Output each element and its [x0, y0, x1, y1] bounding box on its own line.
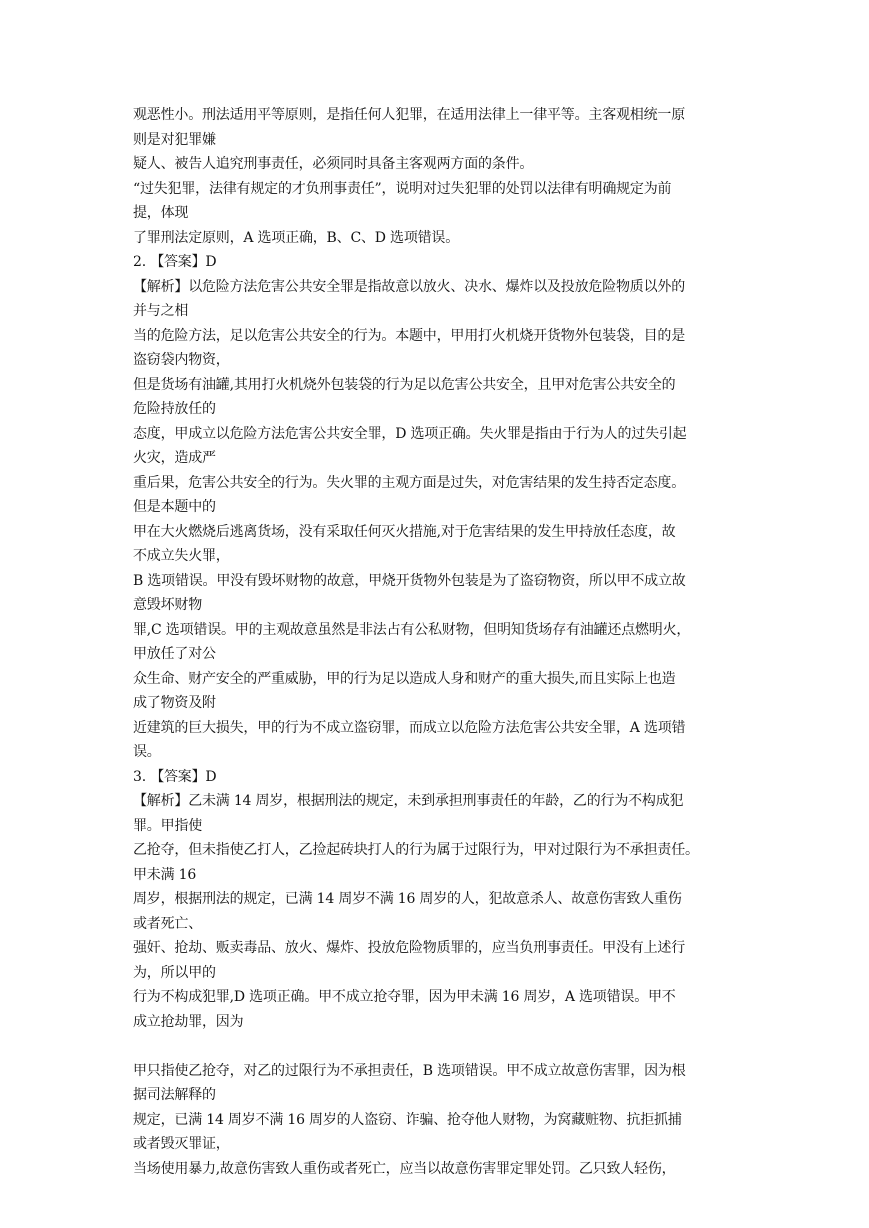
text-line: 甲未满 16	[133, 866, 197, 883]
text-line: 误。	[133, 744, 161, 760]
text-line: 甲只指使乙抢夺，对乙的过限行为不承担责任，B 选项错误。甲不成立故意伤害罪，因为根	[133, 1062, 686, 1079]
text-line: 意毁坏财物	[133, 597, 202, 613]
text-line: 当场使用暴力,故意伤害致人重伤或者死亡，应当以故意伤害罪定罪处罚。乙只致人轻伤，	[133, 1160, 676, 1177]
text-line: 不成立失火罪，	[133, 548, 230, 564]
text-line: 众生命、财产安全的严重威胁，甲的行为足以造成人身和财产的重大损失,而且实际上也造	[133, 670, 676, 687]
text-line: 强奸、抢劫、贩卖毒品、放火、爆炸、投放危险物质罪的，应当负刑事责任。甲没有上述行	[133, 940, 685, 956]
text-line: 甲在大火燃烧后逃离货场，没有采取任何灭火措施,对于危害结果的发生甲持放任态度，故	[133, 523, 676, 540]
text-line: 罪,C 选项错误。甲的主观故意虽然是非法占有公私财物，但明知货场存有油罐还点燃明火，	[133, 621, 691, 638]
text-line: B 选项错误。甲没有毁坏财物的故意，甲烧开货物外包装是为了盗窃物资，所以甲不成立故	[133, 572, 686, 589]
text-line: 甲放任了对公	[133, 646, 216, 662]
text-line: 重后果，危害公共安全的行为。失火罪的主观方面是过失，对危害结果的发生持否定态度。	[133, 474, 685, 491]
text-line: 乙抢夺，但未指使乙打人，乙捡起砖块打人的行为属于过限行为，甲对过限行为不承担责任。	[133, 842, 699, 858]
text-line: 成立抢劫罪，因为	[133, 1013, 244, 1030]
text-line: 了罪刑法定原则，A 选项正确，B、C、D 选项错误。	[133, 229, 460, 246]
blank-line	[133, 1034, 743, 1059]
text-line: 规定，已满 14 周岁不满 16 周岁的人盗窃、诈骗、抢夺他人财物，为窝藏赃物、抗拒抓捕	[133, 1111, 682, 1128]
text-line: 但是货场有油罐,其用打火机烧外包装袋的行为足以危害公共安全，且甲对危害公共安全的	[133, 376, 676, 393]
text-line: 但是本题中的	[133, 499, 216, 515]
text-line: 据司法解释的	[133, 1087, 216, 1103]
text-line: 盗窃袋内物资，	[133, 352, 230, 368]
text-line: 周岁，根据刑法的规定，已满 14 周岁不满 16 周岁的人，犯故意杀人、故意伤害致人重伤	[133, 891, 682, 907]
text-line: 提，体现	[133, 205, 189, 221]
answer-heading: 2. 【答案】D	[133, 254, 217, 270]
text-line: 并与之相	[133, 303, 189, 319]
text-line: 或者死亡、	[133, 915, 202, 932]
document-body	[133, 103, 743, 1181]
text-line: 危险持放任的	[133, 401, 216, 417]
text-line: “过失犯罪，法律有规定的才负刑事责任”，说明对过失犯罪的处罚以法律有明确规定为前	[133, 180, 672, 197]
text-line: 【解析】乙未满 14 周岁，根据刑法的规定，未到承担刑事责任的年龄，乙的行为不构成犯	[133, 793, 684, 809]
text-line: 成了物资及附	[133, 695, 216, 711]
text-line: 当的危险方法，足以危害公共安全的行为。本题中，甲用打火机烧开货物外包装袋，目的是	[133, 327, 685, 344]
text-line: 或者毁灭罪证，	[133, 1136, 230, 1152]
answer-heading: 3. 【答案】D	[133, 768, 217, 785]
text-line: 近建筑的巨大损失，甲的行为不成立盗窃罪，而成立以危险方法危害公共安全罪，A 选项错	[133, 719, 686, 736]
text-line: 罪。甲指使	[133, 817, 202, 834]
text-line: 疑人、被告人追究刑事责任，必须同时具备主客观两方面的条件。	[133, 156, 534, 172]
text-line: 【解析】以危险方法危害公共安全罪是指故意以放火、决水、爆炸以及投放危险物质以外的	[133, 278, 685, 295]
text-line: 火灾，造成严	[133, 450, 216, 466]
text-line: 态度，甲成立以危险方法危害公共安全罪，D 选项正确。失火罪是指由于行为人的过失引起	[133, 425, 687, 442]
text-line: 则是对犯罪嫌	[133, 131, 216, 148]
text-line: 观恶性小。刑法适用平等原则，是指任何人犯罪，在适用法律上一律平等。主客观相统一原	[133, 107, 685, 123]
text-line: 为，所以甲的	[133, 964, 216, 981]
text-line: 行为不构成犯罪,D 选项正确。甲不成立抢夺罪，因为甲未满 16 周岁，A 选项错误。甲不	[133, 989, 676, 1005]
